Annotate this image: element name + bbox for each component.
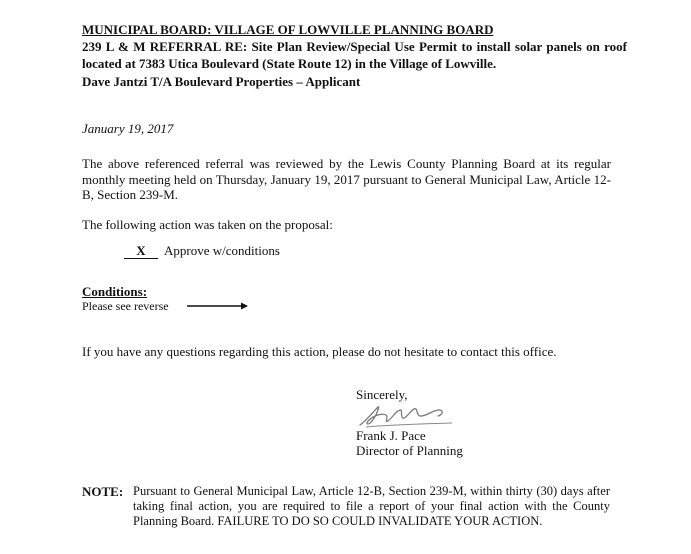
action-option [124, 243, 280, 259]
signatory-name: Frank J. Pace [356, 428, 426, 443]
conditions-text: Please see reverse [82, 299, 169, 313]
closing-salutation: Sincerely, [356, 387, 408, 402]
signatory-title: Director of Planning [356, 443, 463, 458]
arrow-right-icon [187, 300, 249, 312]
conditions-heading: Conditions: [82, 284, 148, 299]
document-date: January 19, 2017 [82, 121, 174, 136]
municipal-board-heading: MUNICIPAL BOARD: VILLAGE OF LOWVILLE PLANNING BOARD [82, 22, 494, 37]
handwritten-signature [356, 401, 456, 429]
applicant-line: Dave Jantzi T/A Boulevard Properties – Applicant [82, 74, 361, 89]
note-text: Pursuant to General Municipal Law, Article 12-B, Section 239-M, within thirty (30) days after taking final action, you are required to file a report of your final action with the County Planning Board. FAILURE TO DO SO COULD INVALIDATE YOUR ACTION. [133, 484, 610, 528]
questions-line: If you have any questions regarding this action, please do not hesitate to contact this office. [82, 344, 557, 359]
action-intro: The following action was taken on the proposal: [82, 217, 333, 232]
referral-subject: 239 L & M REFERRAL RE: Site Plan Review/Special Use Permit to install solar panels on roof located at 7383 Utica Boulevard (State Route 12) in the Village of Lowville. [82, 39, 627, 71]
action-checkmark: X [124, 244, 158, 259]
action-label: Approve w/conditions [164, 243, 280, 258]
review-paragraph: The above referenced referral was reviewed by the Lewis County Planning Board at its regular monthly meeting held on Thursday, January 19, 2017 pursuant to General Municipal Law, Article 12-B, Section 239-M. [82, 156, 611, 202]
note-label: NOTE: [82, 484, 124, 499]
